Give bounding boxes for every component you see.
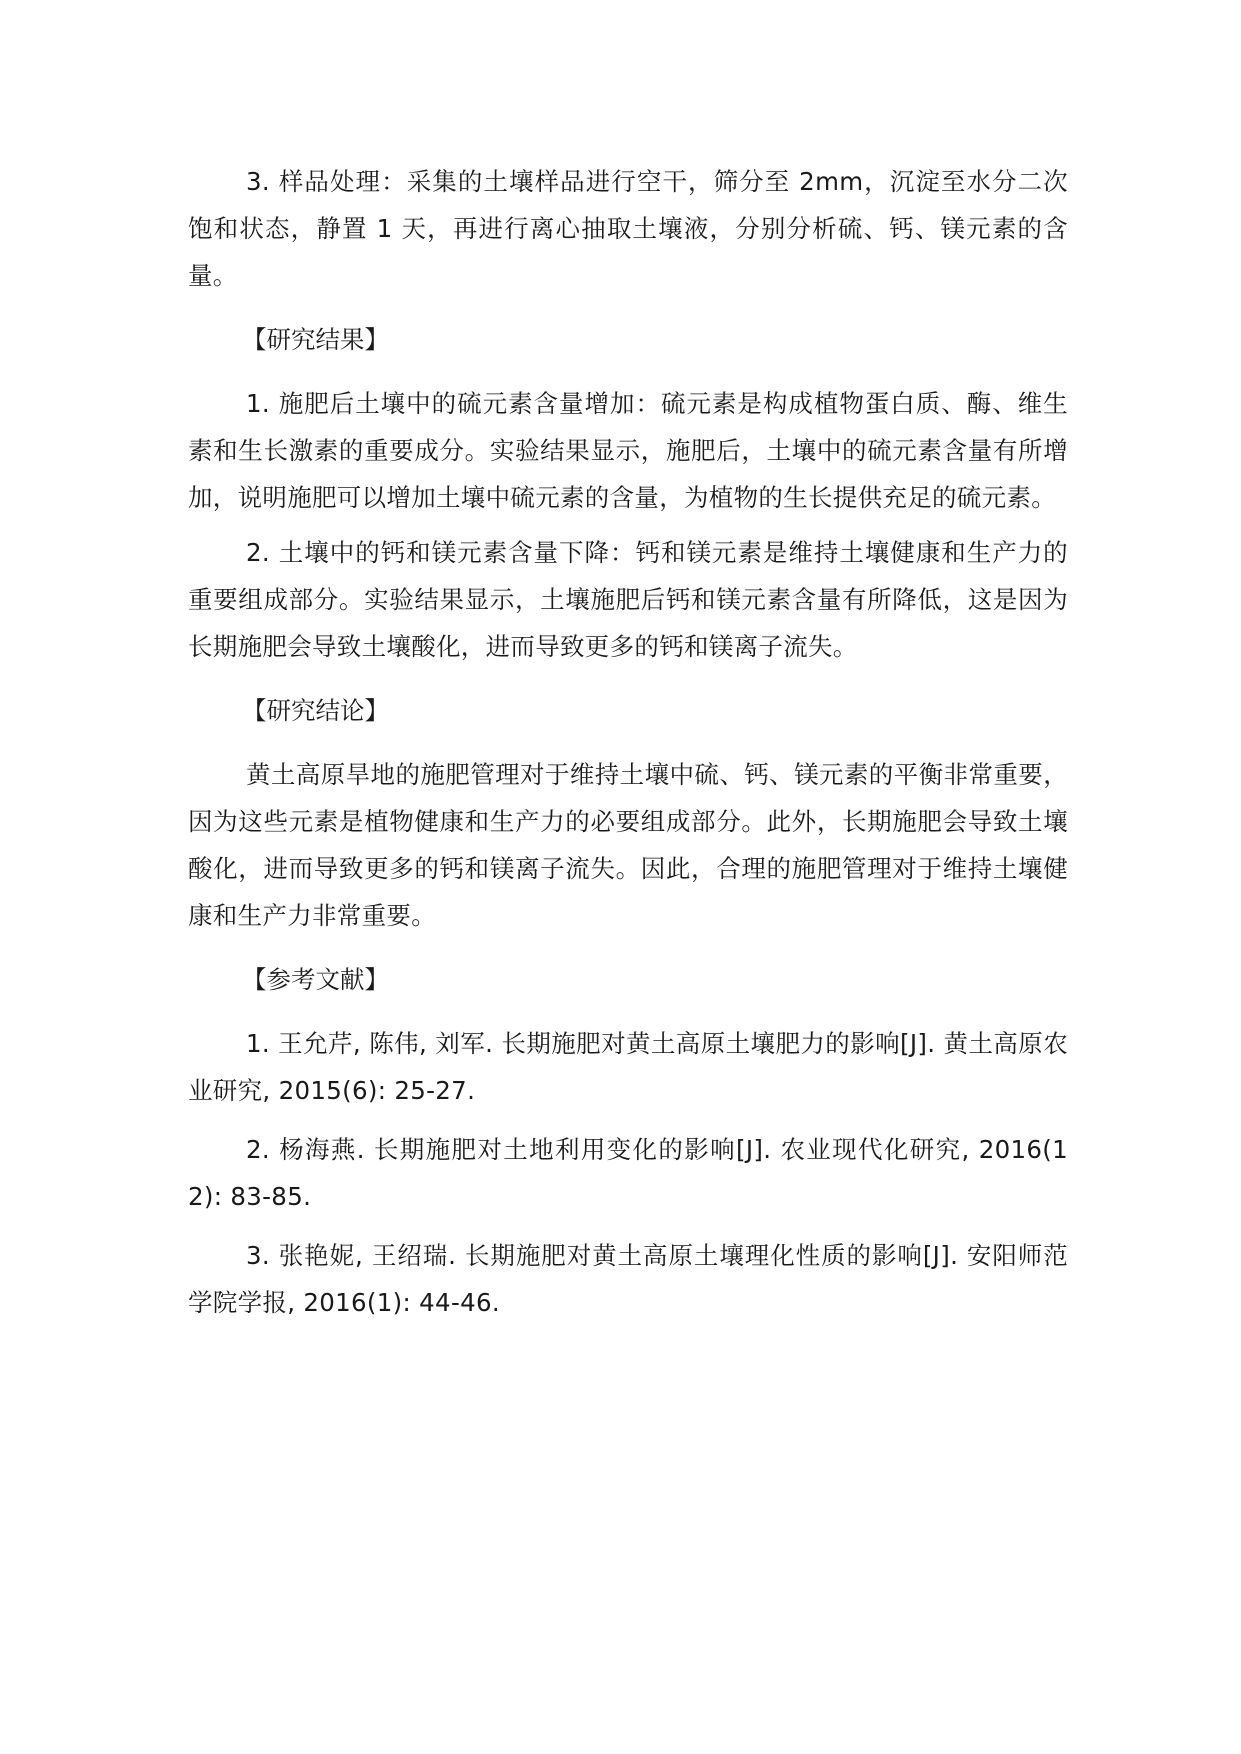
- reference-item-1: 1. 王允芹, 陈伟, 刘军. 长期施肥对黄土高原土壤肥力的影响[J]. 黄土高原农业研究, 2015(6): 25-27.: [188, 1029, 1068, 1105]
- result-item-2: 2. 土壤中的钙和镁元素含量下降：钙和镁元素是维持土壤健康和生产力的重要组成部分。实验结果显示，土壤施肥后钙和镁元素含量有所降低，这是因为长期施肥会导致土壤酸化，进而导致更多的钙和镁离子流失。: [188, 538, 1068, 661]
- results-heading: 【研究结果】: [242, 325, 389, 354]
- references-heading: 【参考文献】: [242, 965, 389, 994]
- result-item-1: 1. 施肥后土壤中的硫元素含量增加：硫元素是构成植物蛋白质、酶、维生素和生长激素的重要成分。实验结果显示，施肥后，土壤中的硫元素含量有所增加，说明施肥可以增加土壤中硫元素的含量，为植物的生长提供充足的硫元素。: [188, 389, 1068, 512]
- reference-item-3: 3. 张艳妮, 王绍瑞. 长期施肥对黄土高原土壤理化性质的影响[J]. 安阳师范学院学报, 2016(1): 44-46.: [188, 1241, 1068, 1317]
- conclusion-paragraph: 黄土高原旱地的施肥管理对于维持土壤中硫、钙、镁元素的平衡非常重要，因为这些元素是植物健康和生产力的必要组成部分。此外，长期施肥会导致土壤酸化，进而导致更多的钙和镁离子流失。因此，合理的施肥管理对于维持土壤健康和生产力非常重要。: [188, 760, 1068, 930]
- reference-item-2: 2. 杨海燕. 长期施肥对土地利用变化的影响[J]. 农业现代化研究, 2016(12): 83-85.: [188, 1135, 1068, 1211]
- conclusion-heading: 【研究结论】: [242, 696, 389, 725]
- reference-list: [188, 1020, 1068, 1326]
- document-page: [188, 158, 1068, 1338]
- sample-processing-paragraph: 3. 样品处理：采集的土壤样品进行空干，筛分至 2mm，沉淀至水分二次饱和状态，静置 1 天，再进行离心抽取土壤液，分别分析硫、钙、镁元素的含量。: [188, 167, 1068, 290]
